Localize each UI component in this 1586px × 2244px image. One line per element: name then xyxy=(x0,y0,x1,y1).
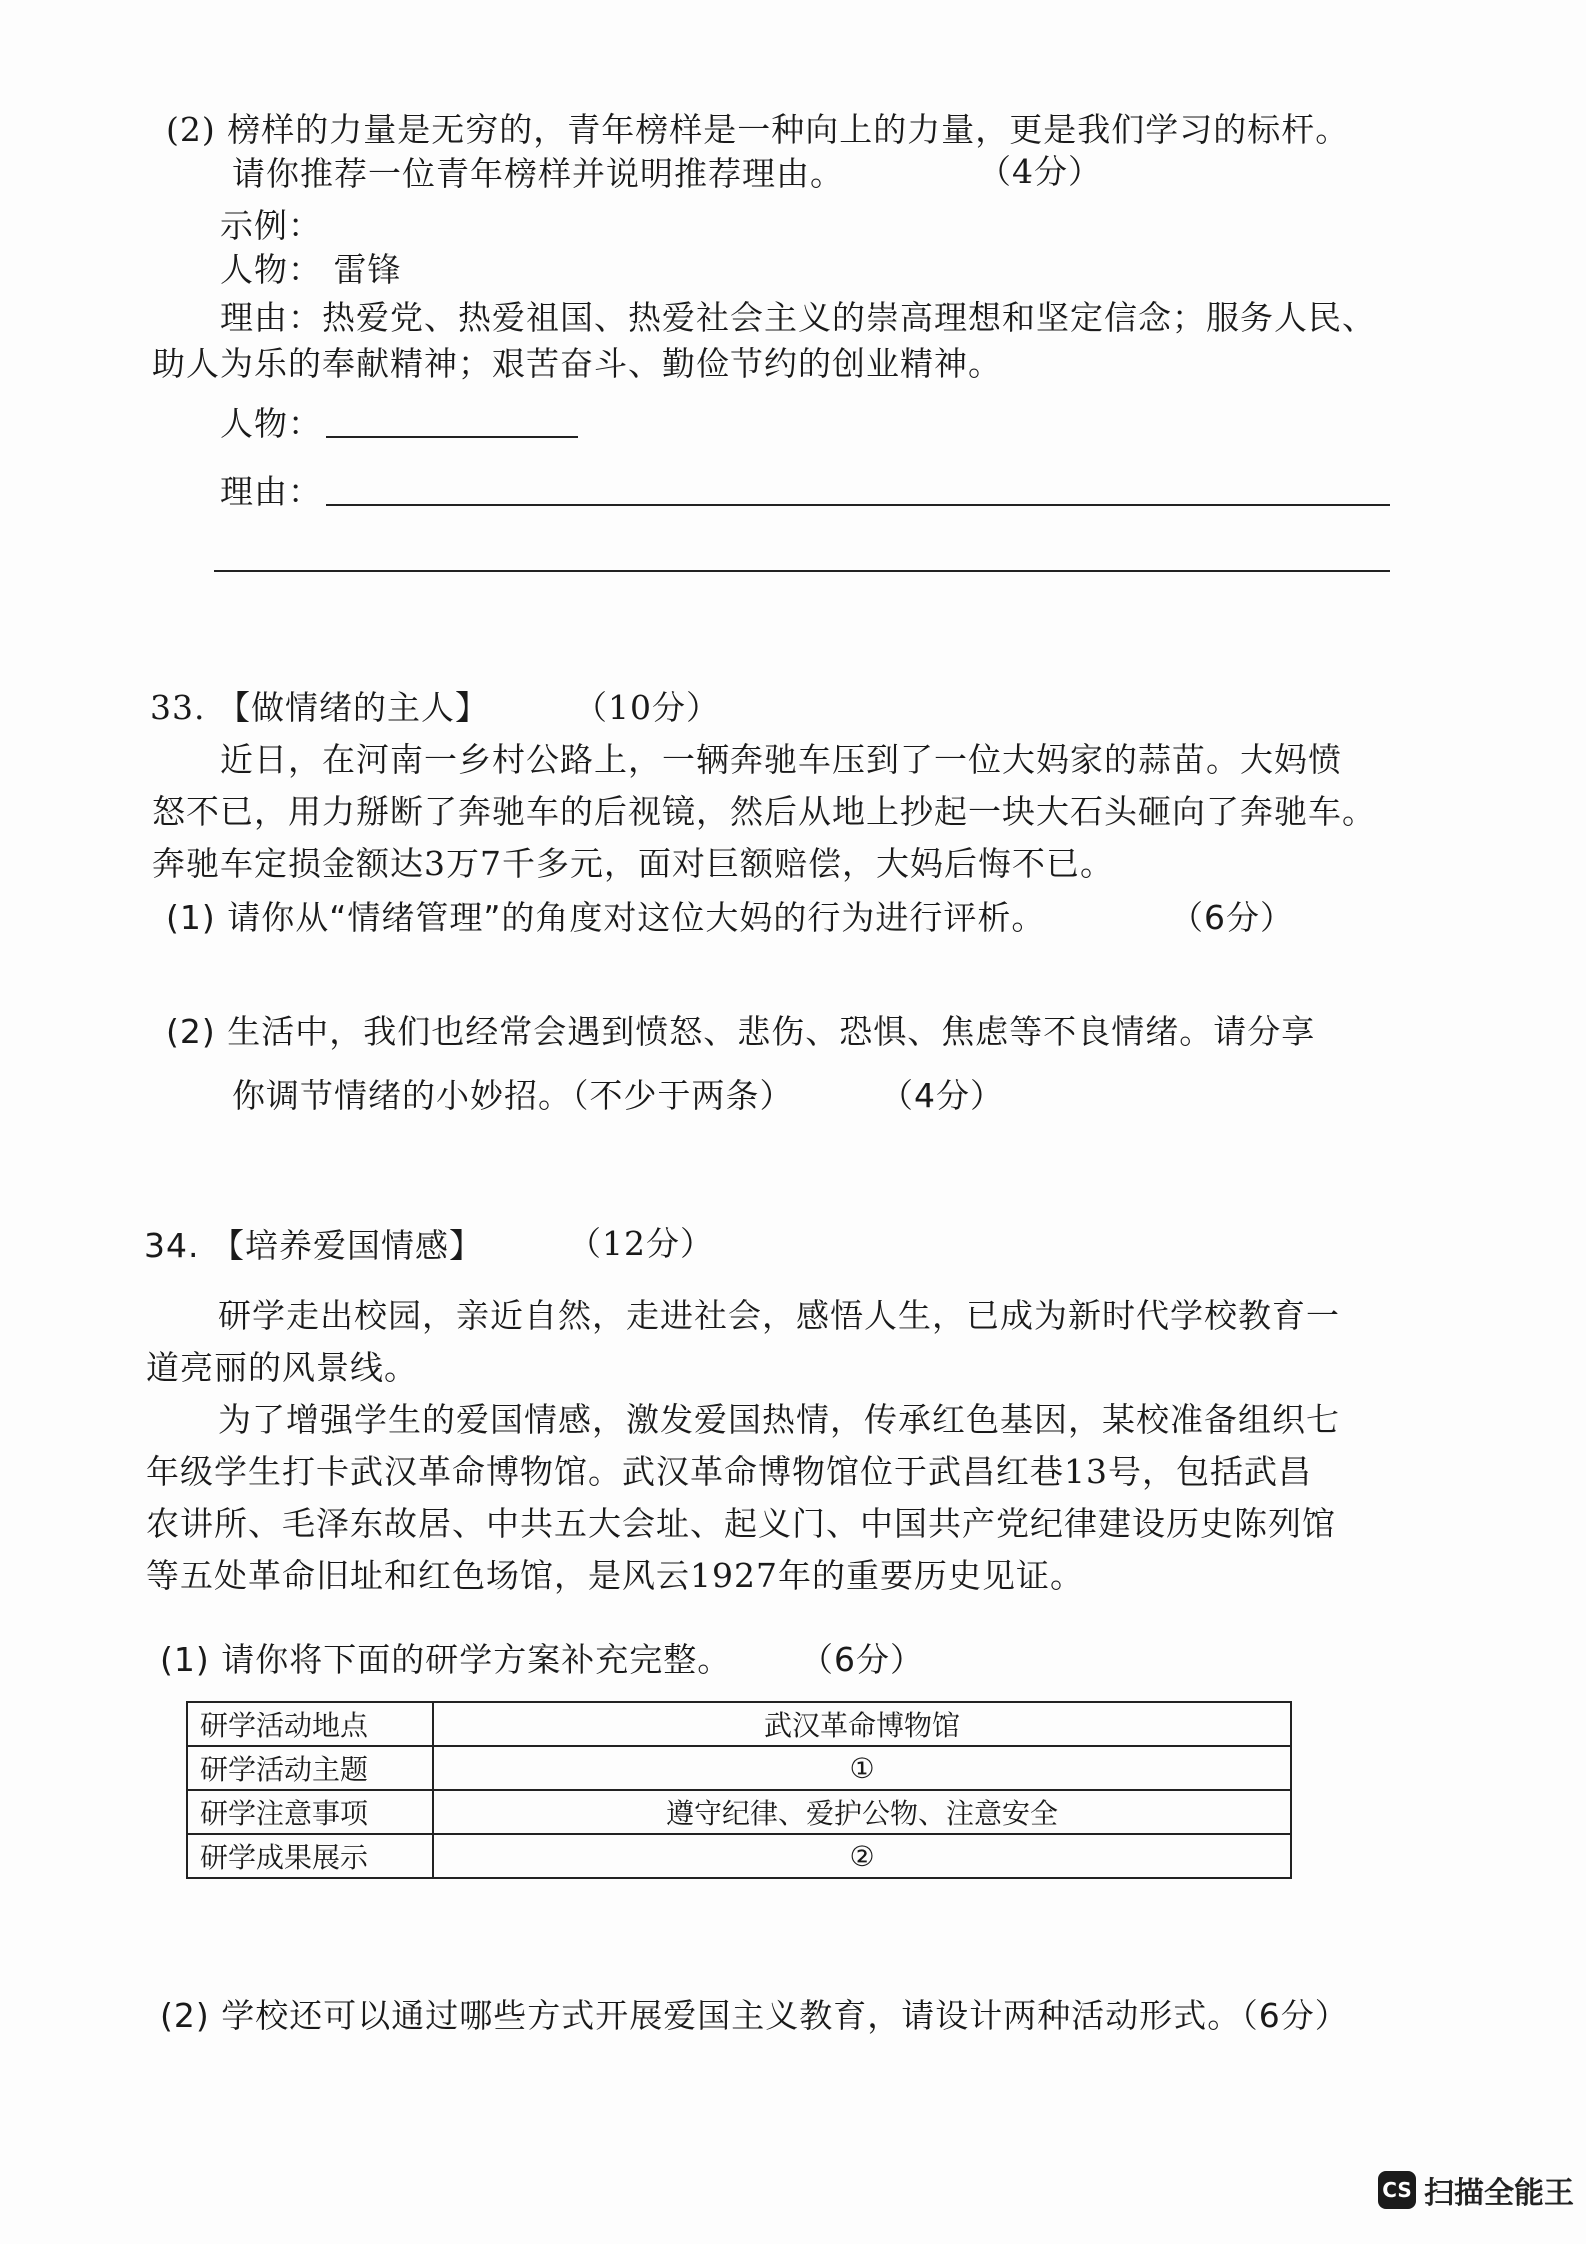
table-row xyxy=(187,1834,1291,1878)
q34-sub1: (1) 请你将下面的研学方案补充完整。 xyxy=(160,1640,732,1679)
q34-title: 34. 【培养爱国情感】 xyxy=(144,1226,483,1265)
reason-label: 理由： xyxy=(220,472,322,511)
table-key: 研学活动地点 xyxy=(187,1702,433,1746)
table-key: 研学成果展示 xyxy=(187,1834,433,1878)
table-row xyxy=(187,1790,1291,1834)
logo-text: 扫描全能王 xyxy=(1424,2176,1574,2211)
q33-score: （10分） xyxy=(574,688,720,727)
q33-sub2-line1: (2) 生活中，我们也经常会遇到愤怒、悲伤、恐惧、焦虑等不良情绪。请分享 xyxy=(166,1012,1316,1051)
q34-sub2: (2) 学校还可以通过哪些方式开展爱国主义教育，请设计两种活动形式。（6分） xyxy=(160,1996,1349,2035)
q34-paragraph2-line3: 农讲所、毛泽东故居、中共五大会址、起义门、中国共产党纪律建设历史陈列馆 xyxy=(146,1504,1336,1543)
example-person: 人物： 雷锋 xyxy=(220,250,402,289)
person-answer-line[interactable] xyxy=(326,436,578,438)
q34-paragraph1-line1: 研学走出校园，亲近自然，走进社会，感悟人生，已成为新时代学校教育一 xyxy=(218,1296,1340,1335)
q33-sub1-score: （6分） xyxy=(1170,898,1294,937)
example-reason-line2: 助人为乐的奉献精神；艰苦奋斗、勤俭节约的创业精神。 xyxy=(152,344,1002,383)
q34-paragraph2-line1: 为了增强学生的爱国情感，激发爱国热情，传承红色基因，某校准备组织七 xyxy=(218,1400,1340,1439)
reason-answer-line-1[interactable] xyxy=(326,504,1390,506)
scanner-logo xyxy=(1378,2168,1574,2212)
q33-sub2-line2: 你调节情绪的小妙招。（不少于两条） xyxy=(232,1076,794,1115)
table-value[interactable]: ① xyxy=(433,1746,1291,1790)
table-key: 研学注意事项 xyxy=(187,1790,433,1834)
q33-paragraph-line1: 近日，在河南一乡村公路上，一辆奔驰车压到了一位大妈家的蒜苗。大妈愤 xyxy=(220,740,1342,779)
example-reason-line1: 理由：热爱党、热爱祖国、热爱社会主义的崇高理想和坚定信念；服务人民、 xyxy=(220,298,1376,337)
q33-sub2-score: （4分） xyxy=(880,1076,1004,1115)
table-row xyxy=(187,1746,1291,1790)
table-row xyxy=(187,1702,1291,1746)
reason-answer-line-2[interactable] xyxy=(214,570,1390,572)
q33-paragraph-line2: 怒不已，用力掰断了奔驰车的后视镜，然后从地上抄起一块大石头砸向了奔驰车。 xyxy=(152,792,1376,831)
q33-sub1: (1) 请你从“情绪管理”的角度对这位大妈的行为进行评析。 xyxy=(166,898,1046,937)
person-label: 人物： xyxy=(220,404,322,443)
q34-paragraph2-line2: 年级学生打卡武汉革命博物馆。武汉革命博物馆位于武昌红巷13号，包括武昌 xyxy=(146,1452,1312,1491)
q32-2-line2: 请你推荐一位青年榜样并说明推荐理由。 xyxy=(232,154,844,193)
example-label: 示例： xyxy=(220,206,322,245)
q34-paragraph2-line4: 等五处革命旧址和红色场馆，是风云1927年的重要历史见证。 xyxy=(146,1556,1084,1595)
q34-paragraph1-line2: 道亮丽的风景线。 xyxy=(146,1348,418,1387)
q33-paragraph-line3: 奔驰车定损金额达3万7千多元，面对巨额赔偿，大妈后悔不已。 xyxy=(152,844,1114,883)
table-value: 武汉革命博物馆 xyxy=(433,1702,1291,1746)
q32-2-line1: (2) 榜样的力量是无穷的，青年榜样是一种向上的力量，更是我们学习的标杆。 xyxy=(166,110,1350,149)
q34-score: （12分） xyxy=(568,1224,714,1263)
table-key: 研学活动主题 xyxy=(187,1746,433,1790)
cs-logo-icon: CS xyxy=(1378,2171,1416,2209)
q34-sub1-score: （6分） xyxy=(800,1640,924,1679)
table-value[interactable]: ② xyxy=(433,1834,1291,1878)
study-plan-table xyxy=(186,1701,1292,1879)
q33-title: 33. 【做情绪的主人】 xyxy=(150,688,489,727)
q32-2-score: （4分） xyxy=(978,152,1102,191)
table-value: 遵守纪律、爱护公物、注意安全 xyxy=(433,1790,1291,1834)
